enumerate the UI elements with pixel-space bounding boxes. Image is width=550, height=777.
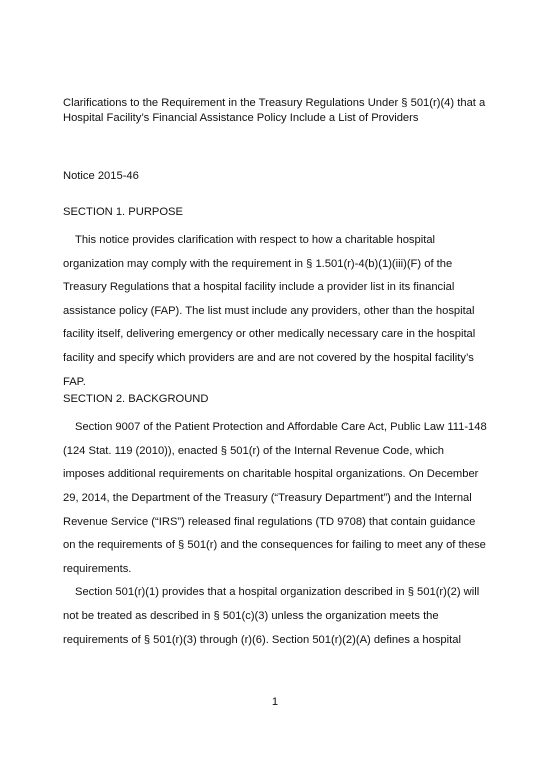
section-1-paragraph: This notice provides clarification with respect to how a charitable hospital organization may comply with the requirement in § 1.501(r)-4(b)(1)(iii)(F) of the Treasury Regulations that a hospital facility include a provider list in its financial assistance policy (FAP). The list must include any providers, other than the hospital facility itself, delivering emergency or other medically necessary care in the hospital facility and specify which providers are and are not covered by the hospital facility’s FAP. <box>63 234 476 388</box>
document-body <box>63 205 488 652</box>
section-2-paragraph-1: Section 9007 of the Patient Protection and Affordable Care Act, Public Law 111-148 (124 Stat. 119 (2010)), enacted § 501(r) of the Internal Revenue Code, which imposes additional requirements on charitable hospital organizations. On December 29, 2014, the Department of the Treasury (“Treasury Department”) and the Internal Revenue Service (“IRS”) released final regulations (TD 9708) that contain guidance on the requirements of § 501(r) and the consequences for failing to meet any of these requirements. <box>63 421 487 575</box>
section-2-heading: SECTION 2. BACKGROUND <box>63 393 209 406</box>
notice-number: Notice 2015-46 <box>63 170 139 182</box>
title-line-2: Hospital Facility’s Financial Assistance Policy Include a List of Providers <box>63 112 419 124</box>
section-1-heading: SECTION 1. PURPOSE <box>63 206 183 218</box>
title-line-1: Clarifications to the Requirement in the Treasury Regulations Under § 501(r)(4) that a <box>63 97 486 109</box>
page-number: 1 <box>271 696 279 708</box>
section-2-paragraph-2: Section 501(r)(1) provides that a hospital organization described in § 501(r)(2) will not be treated as described in § 501(c)(3) unless the organization meets the requirements of § 501(r)(3) through (r)(6). Section 501(r)(2)(A) defines a hospital <box>63 586 480 646</box>
document-title <box>63 96 503 126</box>
